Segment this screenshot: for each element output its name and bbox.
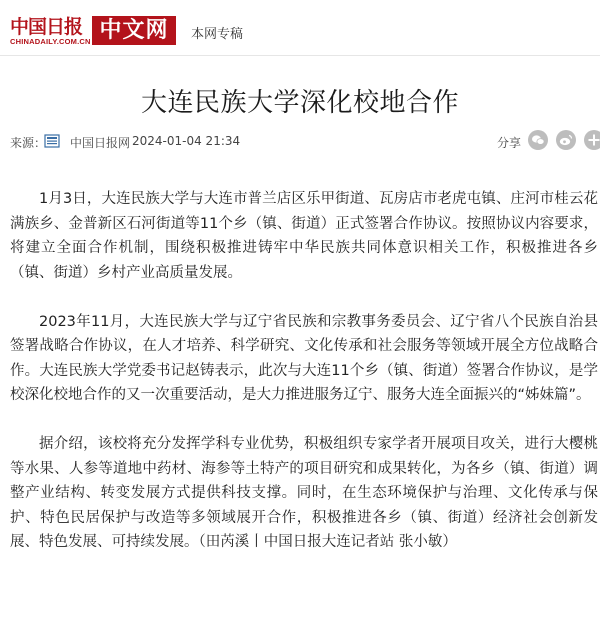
article-title: 大连民族大学深化校地合作 xyxy=(140,88,459,118)
article-meta xyxy=(0,130,600,154)
logo-chinese-site[interactable]: 中文网 xyxy=(92,16,176,45)
logo-chinadaily-cn[interactable]: 中国日报 xyxy=(10,16,83,38)
article-body xyxy=(10,187,598,579)
share-label: 分享 xyxy=(497,136,522,150)
plus-icon[interactable] xyxy=(584,130,600,150)
publish-date: 2024-01-04 21:34 xyxy=(132,134,241,148)
source-name[interactable]: 中国日报网 xyxy=(70,136,131,150)
source-logo-icon xyxy=(44,133,60,149)
source-label: 来源： xyxy=(10,136,47,150)
weibo-icon[interactable] xyxy=(556,130,576,150)
site-header xyxy=(0,0,600,56)
article-paragraph: 据介绍，该校将充分发挥学科专业优势，积极组织专家学者开展项目攻关，进行大樱桃等水果、人参等道地中药材、海参等土特产的项目研究和成果转化，为各乡（镇、街道）调整产业结构、转变发展方式提供科技支撑。同时，在生态环境保护与治理、文化传承与保护、特色民居保护与改造等多领域展开合作，积极推进各乡（镇、街道）经济社会创新发展、特色发展、可持续发展。（田芮溪丨中国日报大连记者站 张小敏） xyxy=(10,436,598,550)
wechat-icon[interactable] xyxy=(528,130,548,150)
article-paragraph: 2023年11月，大连民族大学与辽宁省民族和宗教事务委员会、辽宁省八个民族自治县签署战略合作协议，在人才培养、科学研究、文化传承和社会服务等领域开展全方位战略合作。大连民族大学党委书记赵铸表示，此次与大连11个乡（镇、街道）签署合作协议，是学校深化校地合作的又一次重要活动，是大力推进服务辽宁、服务大连全面振兴的“姊妹篇”。 xyxy=(10,313,598,403)
section-link[interactable]: 本网专稿 xyxy=(191,27,244,42)
logo-chinadaily-en[interactable]: CHINADAILY.COM.CN xyxy=(10,37,91,46)
article-paragraph: 1月3日，大连民族大学与大连市普兰店区乐甲街道、瓦房店市老虎屯镇、庄河市桂云花满族乡、金普新区石河街道等11个乡（镇、街道）正式签署合作协议。按照协议内容要求，将建立全面合作机制，围绕积极推进铸牢中华民族共同体意识相关工作，积极推进各乡（镇、街道）乡村产业高质量发展。 xyxy=(10,191,598,281)
